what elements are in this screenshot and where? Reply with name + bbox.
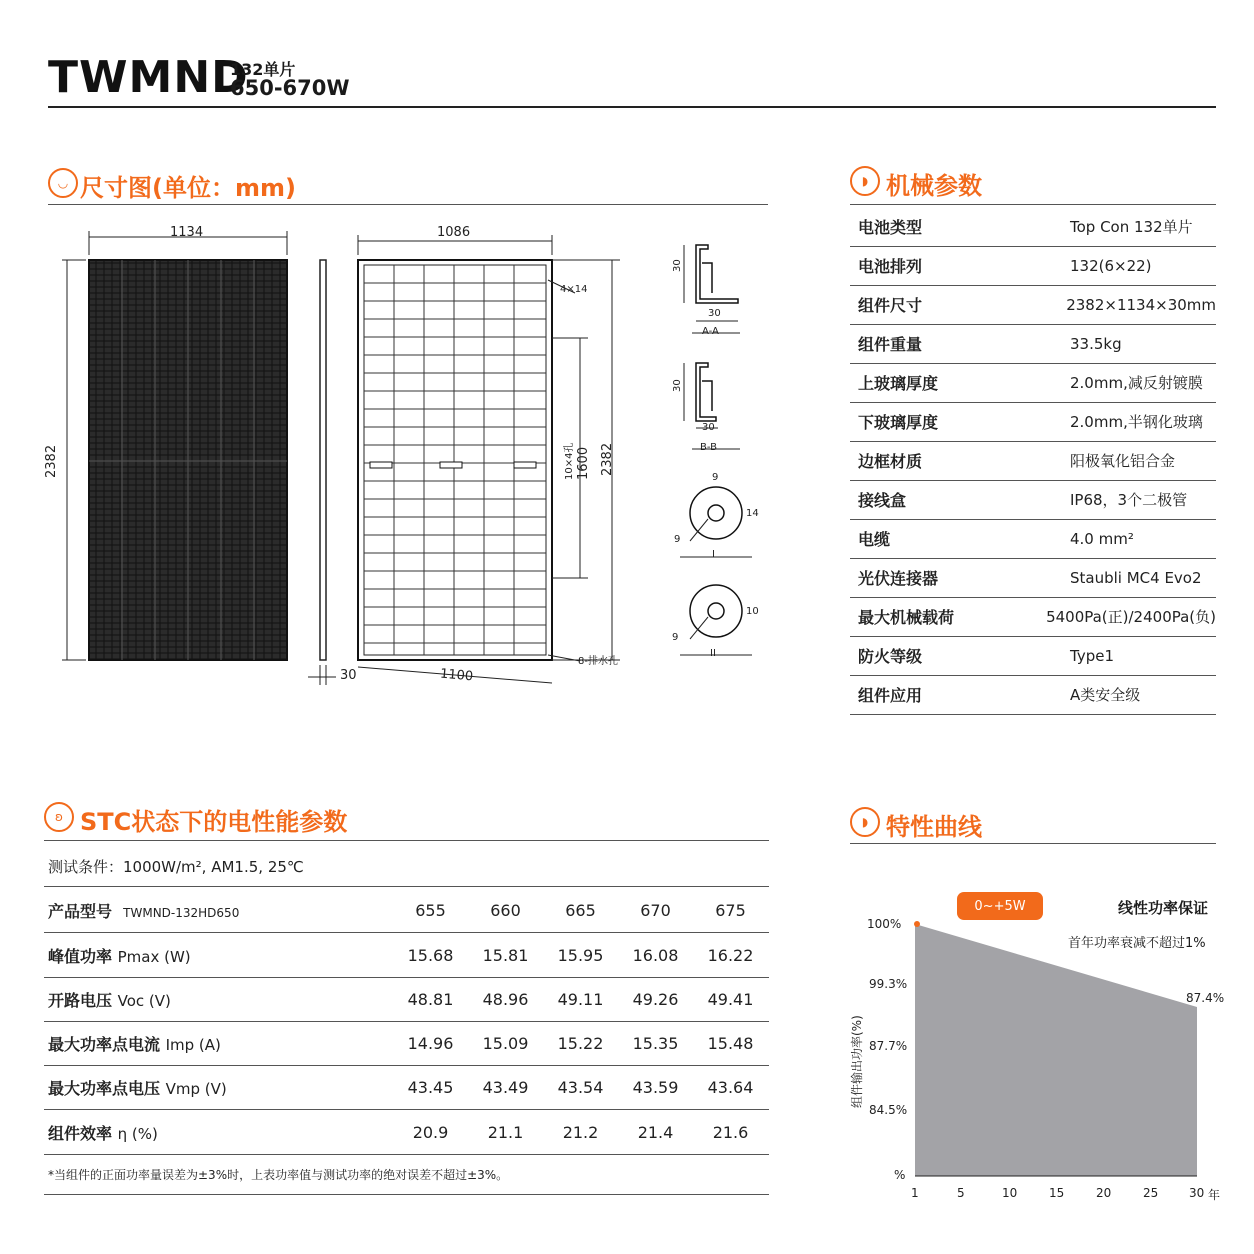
param-unit: Imp (A) bbox=[165, 1035, 221, 1054]
chart-subtitle: 首年功率衰减不超过1% bbox=[1068, 936, 1206, 951]
section-rule-dimensions bbox=[48, 204, 768, 205]
footnote: *当组件的正面功率量误差为±3%时，上表功率值与测试功率的绝对误差不超过±3%。 bbox=[48, 1168, 509, 1182]
stc-cell: 15.95 bbox=[557, 945, 604, 965]
power-col: 670 bbox=[640, 900, 671, 920]
header-rule bbox=[48, 106, 1216, 108]
power-range-label: 650-670W bbox=[230, 76, 350, 100]
aa-width-label: 30 bbox=[708, 308, 721, 319]
hole-spacing-label: 1600 bbox=[576, 446, 591, 480]
power-col: 675 bbox=[715, 900, 746, 920]
mech-row bbox=[850, 636, 1216, 676]
mech-row bbox=[850, 363, 1216, 403]
circle2-label: II bbox=[710, 648, 716, 659]
power-col: 665 bbox=[565, 900, 596, 920]
mech-value: 4.0 mm² bbox=[1070, 529, 1134, 548]
stc-cell: 16.08 bbox=[632, 945, 679, 965]
section-rule-stc bbox=[44, 840, 769, 841]
section-title-stc: STC状态下的电性能参数 bbox=[80, 808, 348, 836]
mech-value: 2.0mm,半钢化玻璃 bbox=[1070, 413, 1203, 431]
mech-key: 电缆 bbox=[858, 530, 891, 549]
x-tick: 30 bbox=[1189, 1186, 1205, 1200]
front-width-label: 1134 bbox=[170, 225, 204, 240]
param-name: 组件效率 bbox=[48, 1123, 113, 1143]
param-unit: Voc (V) bbox=[117, 991, 171, 1010]
mech-key: 组件应用 bbox=[858, 686, 923, 705]
stc-cell: 21.4 bbox=[637, 1122, 674, 1142]
mech-key: 组件尺寸 bbox=[858, 296, 923, 315]
back-height-label: 2382 bbox=[600, 442, 615, 476]
section-badge-icon: ʚ bbox=[44, 802, 74, 832]
stc-header-row bbox=[44, 888, 769, 933]
x-tick: 1 bbox=[911, 1186, 919, 1200]
aa-height-label: 30 bbox=[672, 259, 683, 272]
mech-row bbox=[850, 558, 1216, 598]
stc-cell: 43.54 bbox=[557, 1077, 604, 1097]
section-title-dimensions: 尺寸图(单位：mm) bbox=[80, 174, 296, 202]
x-axis-unit: 年 bbox=[1208, 1188, 1221, 1202]
param-name: 峰值功率 bbox=[48, 946, 113, 966]
stc-cell: 15.68 bbox=[407, 945, 454, 965]
stc-cell: 48.96 bbox=[482, 989, 529, 1009]
section-title-curve: 特性曲线 bbox=[886, 813, 982, 841]
chart-area bbox=[915, 924, 1197, 1176]
mech-value: 33.5kg bbox=[1070, 334, 1122, 353]
mech-row bbox=[850, 675, 1216, 715]
y-tick: 87.7% bbox=[869, 1039, 908, 1053]
section-rule-mechanical bbox=[850, 204, 1216, 205]
mech-key: 边框材质 bbox=[858, 452, 923, 471]
mech-key: 组件重量 bbox=[858, 335, 923, 354]
stc-cell: 21.6 bbox=[712, 1122, 749, 1142]
mech-row bbox=[850, 597, 1216, 637]
x-tick: 15 bbox=[1049, 1186, 1065, 1200]
param-unit: Pmax (W) bbox=[117, 947, 191, 966]
mech-key: 上玻璃厚度 bbox=[858, 374, 939, 393]
back-width-label: 1086 bbox=[437, 225, 471, 240]
bb-width-label: 30 bbox=[702, 422, 715, 433]
stc-cell: 15.48 bbox=[707, 1033, 754, 1053]
stc-cell: 14.96 bbox=[407, 1033, 454, 1053]
param-name: 开路电压 bbox=[48, 990, 113, 1010]
mech-value: 132(6×22) bbox=[1070, 256, 1152, 275]
stc-label bbox=[44, 899, 393, 922]
stc-cell: 48.81 bbox=[407, 989, 454, 1009]
circle2-left-label: 9 bbox=[672, 632, 679, 643]
stc-cell: 49.11 bbox=[557, 989, 604, 1009]
stc-row bbox=[44, 1065, 769, 1110]
stc-cell: 43.64 bbox=[707, 1077, 754, 1097]
stc-label bbox=[44, 1076, 393, 1099]
stc-cell: 43.59 bbox=[632, 1077, 679, 1097]
x-tick: 5 bbox=[957, 1186, 965, 1200]
mech-key: 电池排列 bbox=[858, 257, 923, 276]
stc-cell: 21.2 bbox=[562, 1122, 599, 1142]
stc-cell: 15.35 bbox=[632, 1033, 679, 1053]
section-badge-icon: ◡ bbox=[48, 168, 78, 198]
stc-label bbox=[44, 1121, 393, 1144]
mech-row bbox=[850, 441, 1216, 481]
section-badge-icon: ◗ bbox=[850, 807, 880, 837]
hole-spec-label: 4×14 bbox=[560, 284, 588, 295]
stc-table-top-rule bbox=[44, 886, 769, 887]
y-tick: 100% bbox=[867, 917, 902, 931]
mech-row bbox=[850, 246, 1216, 286]
mech-value: A类安全级 bbox=[1070, 686, 1141, 704]
mech-value: 2382×1134×30mm bbox=[1066, 295, 1216, 314]
chart-start-point bbox=[914, 921, 920, 927]
param-name: 最大功率点电压 bbox=[48, 1078, 161, 1098]
param-unit: η (%) bbox=[117, 1124, 158, 1143]
stc-cell: 49.41 bbox=[707, 989, 754, 1009]
mech-row bbox=[850, 519, 1216, 559]
stc-cell: 49.26 bbox=[632, 989, 679, 1009]
mech-value: IP68，3个二极管 bbox=[1070, 491, 1188, 509]
stc-cell: 20.9 bbox=[412, 1122, 449, 1142]
stc-cell: 15.81 bbox=[482, 945, 529, 965]
mech-value: 阳极氧化铝合金 bbox=[1070, 452, 1176, 470]
circle1-left-label: 9 bbox=[674, 534, 681, 545]
stc-row bbox=[44, 1021, 769, 1066]
front-height-label: 2382 bbox=[44, 444, 59, 478]
stc-cell: 43.45 bbox=[407, 1077, 454, 1097]
param-unit: Vmp (V) bbox=[165, 1079, 227, 1098]
mech-row bbox=[850, 324, 1216, 364]
mech-row bbox=[850, 207, 1216, 247]
stc-label bbox=[44, 944, 393, 967]
stc-label bbox=[44, 988, 393, 1011]
chart-title: 线性功率保证 bbox=[1118, 899, 1209, 917]
mech-key: 最大机械载荷 bbox=[858, 608, 955, 627]
mech-value: 2.0mm,减反射镀膜 bbox=[1070, 374, 1203, 392]
stc-cell: 43.49 bbox=[482, 1077, 529, 1097]
y-tick: % bbox=[894, 1168, 906, 1182]
x-tick: 25 bbox=[1143, 1186, 1159, 1200]
power-col: 660 bbox=[490, 900, 521, 920]
y-tick: 84.5% bbox=[869, 1103, 908, 1117]
mech-value: Staubli MC4 Evo2 bbox=[1070, 568, 1202, 587]
stc-cell: 16.22 bbox=[707, 945, 754, 965]
mech-row bbox=[850, 285, 1216, 325]
inner-width-label: 1100 bbox=[439, 666, 474, 685]
x-tick: 20 bbox=[1096, 1186, 1112, 1200]
stc-row bbox=[44, 1110, 769, 1155]
section-bb-label: B-B bbox=[700, 442, 717, 453]
stc-row bbox=[44, 933, 769, 978]
stc-bottom-rule bbox=[44, 1194, 769, 1195]
stc-cell: 15.09 bbox=[482, 1033, 529, 1053]
dimension-drawing bbox=[40, 215, 780, 695]
mech-value: 5400Pa(正)/2400Pa(负) bbox=[1046, 608, 1216, 626]
power-col: 655 bbox=[415, 900, 446, 920]
mech-row bbox=[850, 402, 1216, 442]
mech-value: Type1 bbox=[1070, 646, 1114, 665]
x-tick: 10 bbox=[1002, 1186, 1018, 1200]
section-rule-curve bbox=[850, 843, 1216, 844]
mech-row bbox=[850, 480, 1216, 520]
stc-cell: 21.1 bbox=[487, 1122, 524, 1142]
mech-key: 下玻璃厚度 bbox=[858, 413, 939, 432]
drain-hole-label: 8-排水孔 bbox=[578, 656, 618, 667]
stc-row bbox=[44, 977, 769, 1022]
cell-count-label: 132单片 bbox=[230, 60, 296, 79]
y-axis-label: 组件输出功率(%) bbox=[850, 1015, 864, 1108]
mech-key: 光伏连接器 bbox=[858, 569, 939, 588]
mech-value: Top Con 132单片 bbox=[1070, 218, 1193, 236]
circle2-side-label: 10 bbox=[746, 606, 759, 617]
circle1-label: I bbox=[712, 549, 715, 560]
circle1-top-label: 9 bbox=[712, 472, 719, 483]
mount-hole-label: 10×4孔 bbox=[564, 442, 575, 480]
model-label: 产品型号 bbox=[48, 901, 113, 921]
section-aa-label: A-A bbox=[702, 326, 719, 337]
mech-key: 接线盒 bbox=[858, 491, 907, 510]
model-code: TWMND-132HD650 bbox=[123, 905, 240, 920]
mech-key: 电池类型 bbox=[858, 218, 923, 237]
circle1-side-label: 14 bbox=[746, 508, 759, 519]
bb-height-label: 30 bbox=[672, 379, 683, 392]
tolerance-callout: 0~+5W bbox=[957, 892, 1043, 920]
thickness-label: 30 bbox=[340, 668, 357, 683]
brand-title: TWMND bbox=[48, 52, 249, 103]
param-name: 最大功率点电流 bbox=[48, 1034, 161, 1054]
stc-label bbox=[44, 1032, 393, 1055]
mech-key: 防火等级 bbox=[858, 647, 923, 666]
section-title-mechanical: 机械参数 bbox=[886, 172, 982, 200]
y-tick: 99.3% bbox=[869, 977, 908, 991]
end-value-label: 87.4% bbox=[1186, 991, 1225, 1005]
stc-cell: 15.22 bbox=[557, 1033, 604, 1053]
section-badge-icon: ◗ bbox=[850, 166, 880, 196]
test-condition: 测试条件：1000W/m², AM1.5, 25℃ bbox=[48, 858, 304, 876]
